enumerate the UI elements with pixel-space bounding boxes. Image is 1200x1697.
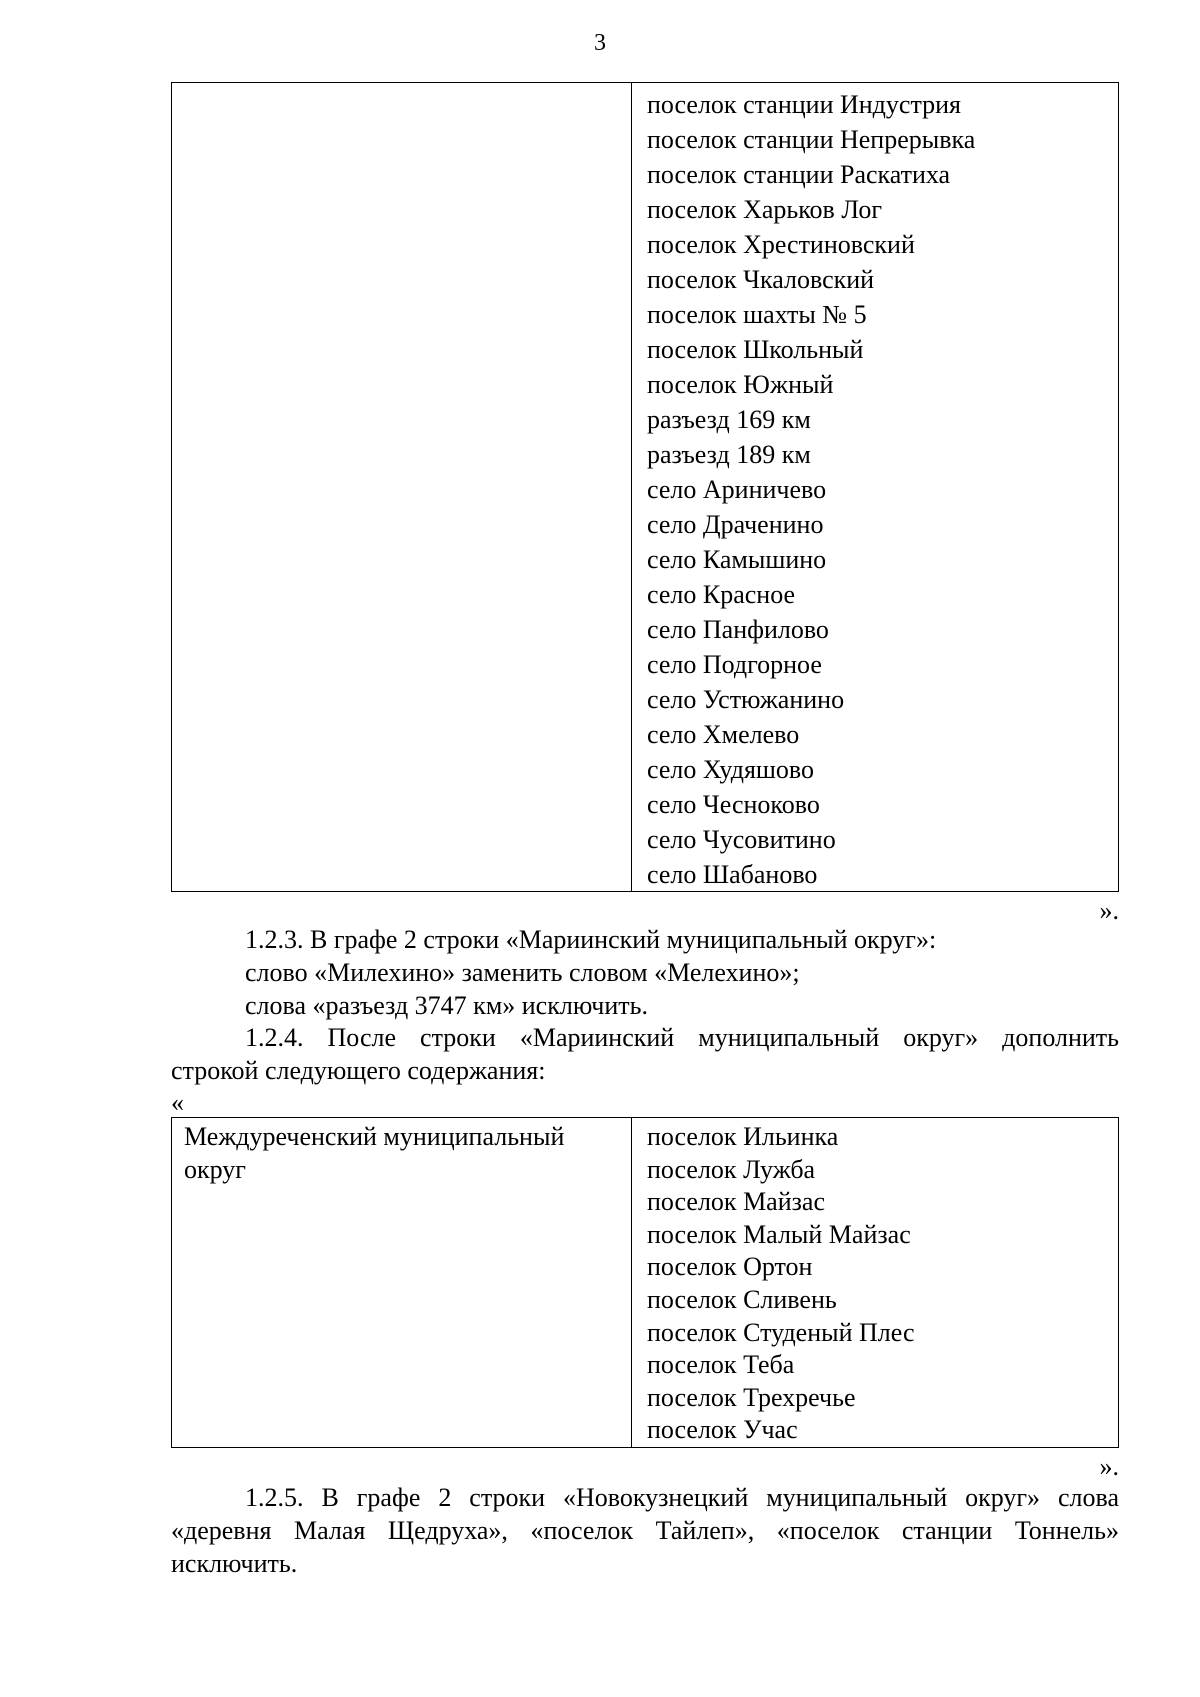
settlement-item: поселок Теба [647,1350,795,1380]
settlement-item: поселок Майзас [647,1187,825,1217]
paragraph-1-2-3-line: слова «разъезд 3747 км» исключить. [245,991,648,1020]
settlement-item: поселок станции Непрерывка [647,125,976,154]
table-column-1-cell [172,83,632,891]
district-name-line: Междуреченский муниципальный [184,1122,565,1151]
settlement-item: село Хмелево [647,720,800,749]
settlement-item: разъезд 189 км [647,440,811,469]
settlement-item: село Чесноково [647,790,820,819]
paragraph-1-2-4-line: строкой следующего содержания: [171,1056,546,1085]
settlement-item: разъезд 169 км [647,405,811,434]
closing-quote: ». [1099,1452,1119,1481]
paragraph-1-2-3-line: 1.2.3. В графе 2 строки «Мариинский муниципальный округ»: [245,925,937,954]
paragraph-1-2-5-line: исключить. [171,1549,298,1578]
settlement-item: село Ариничево [647,475,827,504]
settlement-item: поселок станции Индустрия [647,90,961,119]
settlement-item: село Панфилово [647,615,829,644]
settlement-item: село Худяшово [647,755,815,784]
settlement-item: поселок Сливень [647,1284,837,1314]
settlement-item: село Устюжанино [647,685,845,714]
settlement-item: поселок Ортон [647,1252,813,1282]
settlement-item: поселок Лужба [647,1154,816,1184]
settlement-item: поселок Чкаловский [647,265,875,294]
settlement-item: поселок Учас [647,1415,798,1445]
settlement-item: село Чусовитино [647,825,836,854]
settlement-item: село Шабаново [647,860,818,889]
settlement-item: село Драченино [647,510,824,539]
settlements-table-continued [171,82,1119,892]
paragraph-1-2-5-line: «деревня Малая Щедруха», «поселок Тайлеп», «поселок станции Тоннель» [171,1516,1119,1545]
opening-quote: « [171,1088,184,1117]
settlement-item: село Подгорное [647,650,822,679]
paragraph-1-2-5-line: 1.2.5. В графе 2 строки «Новокузнецкий муниципальный округ» слова [245,1483,1119,1512]
settlement-item: село Камышино [647,545,827,574]
table-column-2-cell [632,1118,1118,1447]
settlement-item: село Красное [647,580,796,609]
settlement-item: поселок Малый Майзас [647,1219,911,1249]
settlement-item: поселок Трехречье [647,1382,856,1412]
district-name-line: округ [184,1154,246,1184]
settlement-item: поселок шахты № 5 [647,300,867,329]
settlement-item: поселок Хрестиновский [647,230,915,259]
mezhdurechensky-table [171,1117,1119,1448]
settlement-item: поселок Южный [647,370,834,399]
page-number: 3 [594,30,606,56]
settlement-item: поселок Школьный [647,335,864,364]
settlement-item: поселок Студеный Плес [647,1317,915,1347]
settlement-item: поселок Ильинка [647,1122,839,1151]
settlement-item: поселок станции Раскатиха [647,160,951,189]
table-column-1-cell [172,1118,632,1447]
paragraph-1-2-4-line: 1.2.4. После строки «Мариинский муниципальный округ» дополнить [245,1023,1119,1052]
table-column-2-cell [632,83,1118,891]
paragraph-1-2-3-line: слово «Милехино» заменить словом «Мелехино»; [245,958,800,987]
closing-quote: ». [1099,896,1119,925]
settlement-item: поселок Харьков Лог [647,195,882,224]
